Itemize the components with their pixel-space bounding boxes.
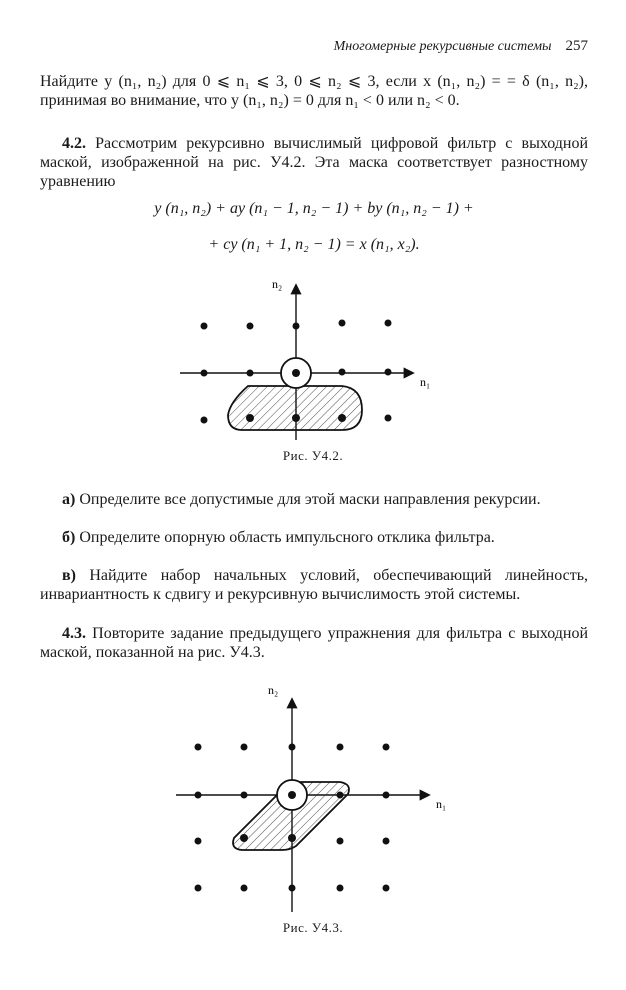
origin-point (292, 369, 300, 377)
figure-u4-2 (0, 270, 626, 450)
question-c (40, 566, 588, 604)
question-c-label: в) (62, 567, 76, 584)
n2-axis-label: n₂ (268, 683, 279, 697)
exercise-number-4-2: 4.2. (62, 135, 86, 152)
paragraph-exercise-4-2 (40, 134, 588, 191)
running-title: Многомерные рекурсивные системы (333, 39, 552, 54)
question-b-text: Определите опорную область импульсного отклика фильтра. (79, 529, 495, 546)
p1-text: Найдите y (n₁, n₂) для 0 ⩽ n₁ ⩽ 3, 0 ⩽ n₂ ⩽ 3, если x (n₁, n₂) = = δ (n₁, n₂), принимая во внимание, что y (n₁, n₂) = 0 для n₁ < 0 или n₂ < 0. (40, 73, 588, 109)
caption-u4-3: Рис. У4.3. (282, 920, 344, 935)
p2-text: Рассмотрим рекурсивно вычислимый цифровой фильтр с выходной маской, изображенной на рис. У4.2. Эта маска соответствует разностному уравнению (40, 135, 589, 190)
mask-region (228, 386, 362, 430)
question-b-label: б) (62, 529, 76, 546)
exercise-number-4-3: 4.3. (62, 625, 86, 642)
p3-text: Повторите задание предыдущего упражнения для фильтра с выходной маской, показанной на рис. У4.3. (40, 625, 589, 661)
equation-line-1: y (n₁, n₂) + ay (n₁ − 1, n₂ − 1) + by (n₁, n₂ − 1) + (154, 200, 474, 217)
running-header (334, 38, 588, 55)
paragraph-exercise-4-3 (40, 624, 588, 662)
question-a-text: Определите все допустимые для этой маски направления рекурсии. (79, 491, 541, 508)
question-b (40, 528, 588, 547)
question-c-text: Найдите набор начальных условий, обеспечивающий линейность, инвариантность к сдвигу и рекурсивную вычислимость этой системы. (40, 567, 588, 603)
n2-axis-label: n₂ (272, 277, 283, 291)
caption-u4-2: Рис. У4.2. (282, 448, 344, 463)
question-a-label: а) (62, 491, 76, 508)
n1-axis-label: n₁ (420, 375, 431, 389)
n1-axis-label: n₁ (436, 797, 447, 811)
figure-u4-3 (0, 680, 626, 915)
question-a (40, 490, 588, 509)
page-number: 257 (565, 38, 588, 54)
origin-point (288, 791, 296, 799)
equation-line-2: + cy (n₁ + 1, n₂ − 1) = x (n₁, x₂). (208, 236, 420, 253)
paragraph-p1 (40, 72, 588, 110)
